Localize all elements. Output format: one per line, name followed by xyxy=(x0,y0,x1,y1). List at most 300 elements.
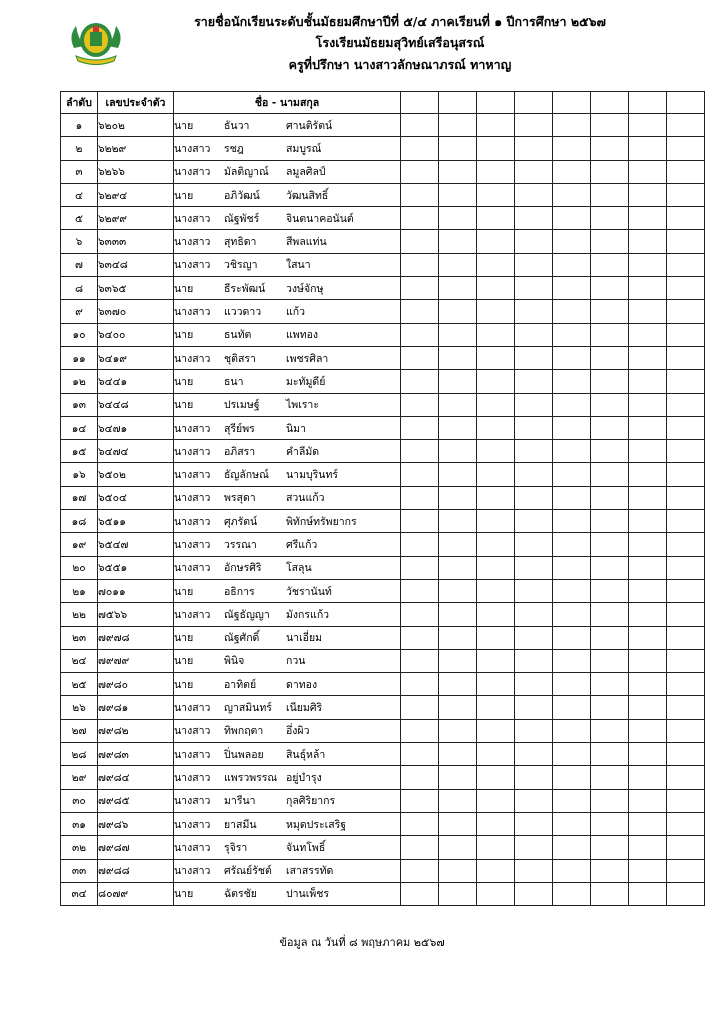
blank-cell xyxy=(515,812,553,835)
blank-cell xyxy=(477,766,515,789)
name-prefix: นางสาว xyxy=(174,608,211,621)
blank-cell xyxy=(401,207,439,230)
blank-cell xyxy=(591,556,629,579)
blank-cell xyxy=(515,346,553,369)
first-name: ศุภรัตน์ xyxy=(224,515,258,528)
blank-cell xyxy=(629,114,667,137)
blank-cell xyxy=(439,789,477,812)
first-name: ทิพกฤตา xyxy=(224,725,264,738)
col-header-name: ชื่อ - นามสกุล xyxy=(174,92,401,114)
blank-cell xyxy=(667,743,705,766)
last-name: ปานเพ็ชร xyxy=(286,888,330,901)
student-id: ๖๕๔๗ xyxy=(98,533,174,556)
blank-cell xyxy=(477,882,515,905)
first-name: วรรณา xyxy=(224,538,257,551)
student-no: ๒๖ xyxy=(61,696,98,719)
blank-cell xyxy=(667,579,705,602)
blank-cell xyxy=(439,673,477,696)
student-id: ๗๙๘๗ xyxy=(98,836,174,859)
student-no: ๑๙ xyxy=(61,533,98,556)
blank-cell xyxy=(477,533,515,556)
table-row xyxy=(61,463,705,486)
name-prefix: นาย xyxy=(174,678,194,691)
blank-cell xyxy=(553,300,591,323)
blank-cell xyxy=(591,137,629,160)
table-row xyxy=(61,556,705,579)
student-name xyxy=(174,789,401,812)
blank-cell xyxy=(667,812,705,835)
blank-cell xyxy=(553,649,591,672)
blank-cell xyxy=(477,370,515,393)
blank-cell xyxy=(553,766,591,789)
student-id: ๗๙๗๙ xyxy=(98,649,174,672)
blank-cell xyxy=(515,626,553,649)
student-name xyxy=(174,533,401,556)
blank-cell xyxy=(553,230,591,253)
student-id: ๖๔๔๘ xyxy=(98,393,174,416)
blank-cell xyxy=(667,300,705,323)
table-row xyxy=(61,160,705,183)
blank-cell xyxy=(477,510,515,533)
blank-cell xyxy=(591,346,629,369)
last-name: กวน xyxy=(286,655,306,668)
student-id: ๘๐๗๙ xyxy=(98,882,174,905)
student-name xyxy=(174,440,401,463)
table-header-row xyxy=(61,92,705,114)
blank-cell xyxy=(591,253,629,276)
blank-cell xyxy=(553,743,591,766)
blank-cell xyxy=(515,533,553,556)
first-name: ปิ่นพลอย xyxy=(224,748,264,761)
blank-cell xyxy=(477,440,515,463)
student-id: ๗๙๘๔ xyxy=(98,766,174,789)
blank-cell xyxy=(667,556,705,579)
student-id: ๗๙๘๓ xyxy=(98,743,174,766)
blank-cell xyxy=(401,533,439,556)
school-name: โรงเรียนมัธยมสุวิทย์เสรีอนุสรณ์ xyxy=(315,35,485,50)
name-prefix: นางสาว xyxy=(174,865,211,878)
student-id: ๗๙๘๘ xyxy=(98,859,174,882)
blank-cell xyxy=(439,766,477,789)
blank-cell xyxy=(591,416,629,439)
table-row xyxy=(61,603,705,626)
student-no: ๒๐ xyxy=(61,556,98,579)
blank-cell xyxy=(553,626,591,649)
blank-cell xyxy=(553,533,591,556)
blank-cell xyxy=(401,859,439,882)
first-name: ธนา xyxy=(224,375,244,388)
first-name: อภิวัฒน์ xyxy=(224,189,260,202)
first-name: ปรเมษฐ์ xyxy=(224,399,260,412)
blank-cell xyxy=(477,137,515,160)
last-name: กุลศิริยากร xyxy=(286,795,336,808)
first-name: มารีนา xyxy=(224,795,256,808)
blank-cell xyxy=(553,556,591,579)
student-id: ๖๓๖๕ xyxy=(98,277,174,300)
first-name: สุรีย์พร xyxy=(224,422,255,435)
blank-cell xyxy=(629,649,667,672)
table-row xyxy=(61,789,705,812)
student-no: ๓๒ xyxy=(61,836,98,859)
name-prefix: นางสาว xyxy=(174,259,211,272)
blank-cell xyxy=(439,812,477,835)
student-no: ๓๐ xyxy=(61,789,98,812)
student-name xyxy=(174,743,401,766)
blank-col xyxy=(401,92,439,114)
blank-cell xyxy=(401,510,439,533)
first-name: อาทิตย์ xyxy=(224,678,257,691)
blank-cell xyxy=(401,836,439,859)
blank-cell xyxy=(591,579,629,602)
blank-cell xyxy=(629,882,667,905)
blank-cell xyxy=(477,323,515,346)
blank-cell xyxy=(553,183,591,206)
blank-cell xyxy=(591,812,629,835)
document-header xyxy=(140,12,660,76)
blank-cell xyxy=(401,416,439,439)
blank-cell xyxy=(591,183,629,206)
blank-cell xyxy=(439,253,477,276)
blank-cell xyxy=(667,253,705,276)
blank-cell xyxy=(515,416,553,439)
blank-cell xyxy=(591,230,629,253)
blank-cell xyxy=(591,766,629,789)
blank-cell xyxy=(439,836,477,859)
last-name: นาเอี่ยม xyxy=(286,632,323,645)
student-no: ๒๘ xyxy=(61,743,98,766)
first-name: แววดาว xyxy=(224,306,262,319)
last-name: อึ่งผิว xyxy=(286,725,310,738)
student-no: ๑ xyxy=(61,114,98,137)
student-no: ๔ xyxy=(61,183,98,206)
blank-cell xyxy=(629,463,667,486)
blank-cell xyxy=(667,766,705,789)
student-no: ๒๔ xyxy=(61,649,98,672)
blank-cell xyxy=(515,579,553,602)
student-no: ๑๒ xyxy=(61,370,98,393)
blank-cell xyxy=(667,463,705,486)
name-prefix: นาย xyxy=(174,375,194,388)
student-name xyxy=(174,370,401,393)
first-name: ณัฐศักดิ์ xyxy=(224,632,260,645)
blank-cell xyxy=(401,743,439,766)
blank-cell xyxy=(629,416,667,439)
student-name xyxy=(174,207,401,230)
student-id: ๖๔๗๑ xyxy=(98,416,174,439)
blank-cell xyxy=(591,510,629,533)
blank-cell xyxy=(591,393,629,416)
last-name: สวนแก้ว xyxy=(286,492,325,505)
blank-cell xyxy=(477,463,515,486)
blank-cell xyxy=(515,510,553,533)
blank-cell xyxy=(515,649,553,672)
blank-cell xyxy=(629,626,667,649)
blank-cell xyxy=(515,882,553,905)
blank-cell xyxy=(591,323,629,346)
student-name xyxy=(174,673,401,696)
blank-cell xyxy=(667,649,705,672)
blank-cell xyxy=(401,463,439,486)
blank-cell xyxy=(477,114,515,137)
student-no: ๑๑ xyxy=(61,346,98,369)
table-row xyxy=(61,743,705,766)
blank-cell xyxy=(629,230,667,253)
student-name xyxy=(174,393,401,416)
blank-cell xyxy=(591,882,629,905)
blank-cell xyxy=(667,673,705,696)
blank-cell xyxy=(477,673,515,696)
data-date-footer: ข้อมูล ณ วันที่ ๘ พฤษภาคม ๒๕๖๗ xyxy=(279,936,445,949)
student-name xyxy=(174,579,401,602)
name-prefix: นางสาว xyxy=(174,702,211,715)
blank-cell xyxy=(439,183,477,206)
blank-cell xyxy=(439,440,477,463)
blank-cell xyxy=(477,393,515,416)
blank-cell xyxy=(667,277,705,300)
blank-cell xyxy=(401,719,439,742)
student-name xyxy=(174,137,401,160)
blank-cell xyxy=(515,114,553,137)
first-name: อภิสรา xyxy=(224,445,256,458)
blank-cell xyxy=(591,836,629,859)
blank-cell xyxy=(477,579,515,602)
blank-cell xyxy=(667,207,705,230)
blank-cell xyxy=(401,882,439,905)
blank-cell xyxy=(439,556,477,579)
blank-cell xyxy=(439,323,477,346)
student-no: ๒๒ xyxy=(61,603,98,626)
blank-cell xyxy=(439,486,477,509)
blank-cell xyxy=(629,836,667,859)
student-name xyxy=(174,836,401,859)
student-id: ๗๙๗๘ xyxy=(98,626,174,649)
name-prefix: นางสาว xyxy=(174,771,211,784)
blank-cell xyxy=(629,859,667,882)
last-name: คำลีมัด xyxy=(286,445,320,458)
last-name: เนียมศิริ xyxy=(286,702,323,715)
blank-cell xyxy=(553,416,591,439)
blank-cell xyxy=(515,160,553,183)
blank-cell xyxy=(667,160,705,183)
blank-cell xyxy=(515,277,553,300)
name-prefix: นางสาว xyxy=(174,236,211,249)
blank-cell xyxy=(515,323,553,346)
student-name xyxy=(174,882,401,905)
blank-cell xyxy=(439,230,477,253)
blank-cell xyxy=(439,137,477,160)
student-name xyxy=(174,160,401,183)
first-name: ธนทัต xyxy=(224,329,252,342)
student-name xyxy=(174,556,401,579)
blank-cell xyxy=(477,696,515,719)
blank-cell xyxy=(515,440,553,463)
table-row xyxy=(61,812,705,835)
student-name xyxy=(174,486,401,509)
blank-cell xyxy=(667,719,705,742)
name-prefix: นางสาว xyxy=(174,538,211,551)
student-id: ๖๓๗๐ xyxy=(98,300,174,323)
blank-cell xyxy=(629,207,667,230)
table-row xyxy=(61,579,705,602)
student-no: ๘ xyxy=(61,277,98,300)
blank-cell xyxy=(553,346,591,369)
blank-cell xyxy=(477,603,515,626)
blank-cell xyxy=(439,510,477,533)
blank-cell xyxy=(667,626,705,649)
name-prefix: นาย xyxy=(174,189,194,202)
blank-cell xyxy=(629,346,667,369)
blank-cell xyxy=(591,463,629,486)
first-name: ชุติสรา xyxy=(224,352,256,365)
student-no: ๖ xyxy=(61,230,98,253)
student-id: ๗๙๘๑ xyxy=(98,696,174,719)
blank-col xyxy=(439,92,477,114)
blank-cell xyxy=(667,416,705,439)
table-row xyxy=(61,673,705,696)
student-id: ๖๔๔๑ xyxy=(98,370,174,393)
first-name: ณัฐพัชร์ xyxy=(224,212,260,225)
blank-cell xyxy=(667,510,705,533)
student-id: ๖๒๒๙ xyxy=(98,137,174,160)
student-id: ๖๔๑๙ xyxy=(98,346,174,369)
student-name xyxy=(174,277,401,300)
blank-cell xyxy=(629,533,667,556)
name-prefix: นาย xyxy=(174,888,194,901)
name-prefix: นางสาว xyxy=(174,352,211,365)
blank-cell xyxy=(553,370,591,393)
student-id: ๖๒๖๖ xyxy=(98,160,174,183)
blank-cell xyxy=(591,719,629,742)
blank-cell xyxy=(515,556,553,579)
blank-cell xyxy=(515,183,553,206)
blank-cell xyxy=(591,440,629,463)
student-name xyxy=(174,114,401,137)
first-name: ฉัตรชัย xyxy=(224,888,257,901)
last-name: เพชรศิลา xyxy=(286,352,329,365)
table-row xyxy=(61,486,705,509)
student-name xyxy=(174,696,401,719)
table-row xyxy=(61,207,705,230)
student-name xyxy=(174,346,401,369)
student-id: ๖๒๐๒ xyxy=(98,114,174,137)
blank-cell xyxy=(629,673,667,696)
blank-cell xyxy=(439,463,477,486)
blank-cell xyxy=(477,183,515,206)
first-name: วชิรญา xyxy=(224,259,258,272)
blank-cell xyxy=(401,183,439,206)
blank-cell xyxy=(667,230,705,253)
blank-cell xyxy=(629,719,667,742)
name-prefix: นางสาว xyxy=(174,469,211,482)
table-row xyxy=(61,766,705,789)
table-row xyxy=(61,370,705,393)
blank-cell xyxy=(629,696,667,719)
student-no: ๒๗ xyxy=(61,719,98,742)
blank-cell xyxy=(553,789,591,812)
last-name: นิมา xyxy=(286,422,306,435)
blank-cell xyxy=(629,277,667,300)
student-id: ๗๕๖๖ xyxy=(98,603,174,626)
blank-col xyxy=(553,92,591,114)
name-prefix: นางสาว xyxy=(174,212,211,225)
last-name: แก้ว xyxy=(286,306,306,319)
blank-cell xyxy=(515,673,553,696)
blank-cell xyxy=(439,696,477,719)
blank-cell xyxy=(439,393,477,416)
last-name: ศานติรัตน์ xyxy=(286,119,333,132)
first-name: รชฎ xyxy=(224,142,244,155)
table-row xyxy=(61,859,705,882)
table-row xyxy=(61,230,705,253)
blank-cell xyxy=(553,253,591,276)
blank-cell xyxy=(553,719,591,742)
blank-cell xyxy=(553,137,591,160)
blank-cell xyxy=(401,603,439,626)
blank-cell xyxy=(591,673,629,696)
blank-cell xyxy=(515,743,553,766)
blank-cell xyxy=(591,533,629,556)
blank-cell xyxy=(553,323,591,346)
blank-cell xyxy=(629,253,667,276)
blank-cell xyxy=(629,812,667,835)
student-no: ๓๓ xyxy=(61,859,98,882)
blank-cell xyxy=(515,207,553,230)
student-no: ๓๔ xyxy=(61,882,98,905)
col-header-id: เลขประจำตัว xyxy=(98,92,174,114)
table-row xyxy=(61,183,705,206)
blank-cell xyxy=(515,230,553,253)
blank-cell xyxy=(629,743,667,766)
last-name: อยู่บำรุง xyxy=(286,771,322,784)
blank-cell xyxy=(439,603,477,626)
blank-cell xyxy=(401,346,439,369)
blank-cell xyxy=(401,789,439,812)
student-no: ๓๑ xyxy=(61,812,98,835)
blank-cell xyxy=(477,812,515,835)
first-name: แพรวพรรณ xyxy=(224,771,278,784)
blank-cell xyxy=(629,789,667,812)
blank-cell xyxy=(401,393,439,416)
blank-cell xyxy=(591,486,629,509)
blank-cell xyxy=(591,160,629,183)
blank-cell xyxy=(591,207,629,230)
student-no: ๑๘ xyxy=(61,510,98,533)
blank-cell xyxy=(553,812,591,835)
blank-cell xyxy=(629,556,667,579)
blank-cell xyxy=(439,346,477,369)
name-prefix: นางสาว xyxy=(174,492,211,505)
blank-cell xyxy=(553,882,591,905)
table-row xyxy=(61,719,705,742)
blank-cell xyxy=(591,789,629,812)
blank-cell xyxy=(667,114,705,137)
blank-col xyxy=(629,92,667,114)
blank-cell xyxy=(553,486,591,509)
name-prefix: นางสาว xyxy=(174,445,211,458)
blank-cell xyxy=(629,510,667,533)
student-no: ๒๓ xyxy=(61,626,98,649)
blank-cell xyxy=(629,323,667,346)
blank-cell xyxy=(553,510,591,533)
blank-cell xyxy=(401,137,439,160)
last-name: จันทโพธิ์ xyxy=(286,841,326,854)
title-line: รายชื่อนักเรียนระดับชั้นมัธยมศึกษาปีที่ ๕/๔ ภาคเรียนที่ ๑ ปีการศึกษา ๒๕๖๗ xyxy=(194,14,606,29)
name-prefix: นาย xyxy=(174,399,194,412)
student-name xyxy=(174,766,401,789)
last-name: สินธุ์หล้า xyxy=(286,748,326,761)
blank-cell xyxy=(515,719,553,742)
student-no: ๙ xyxy=(61,300,98,323)
